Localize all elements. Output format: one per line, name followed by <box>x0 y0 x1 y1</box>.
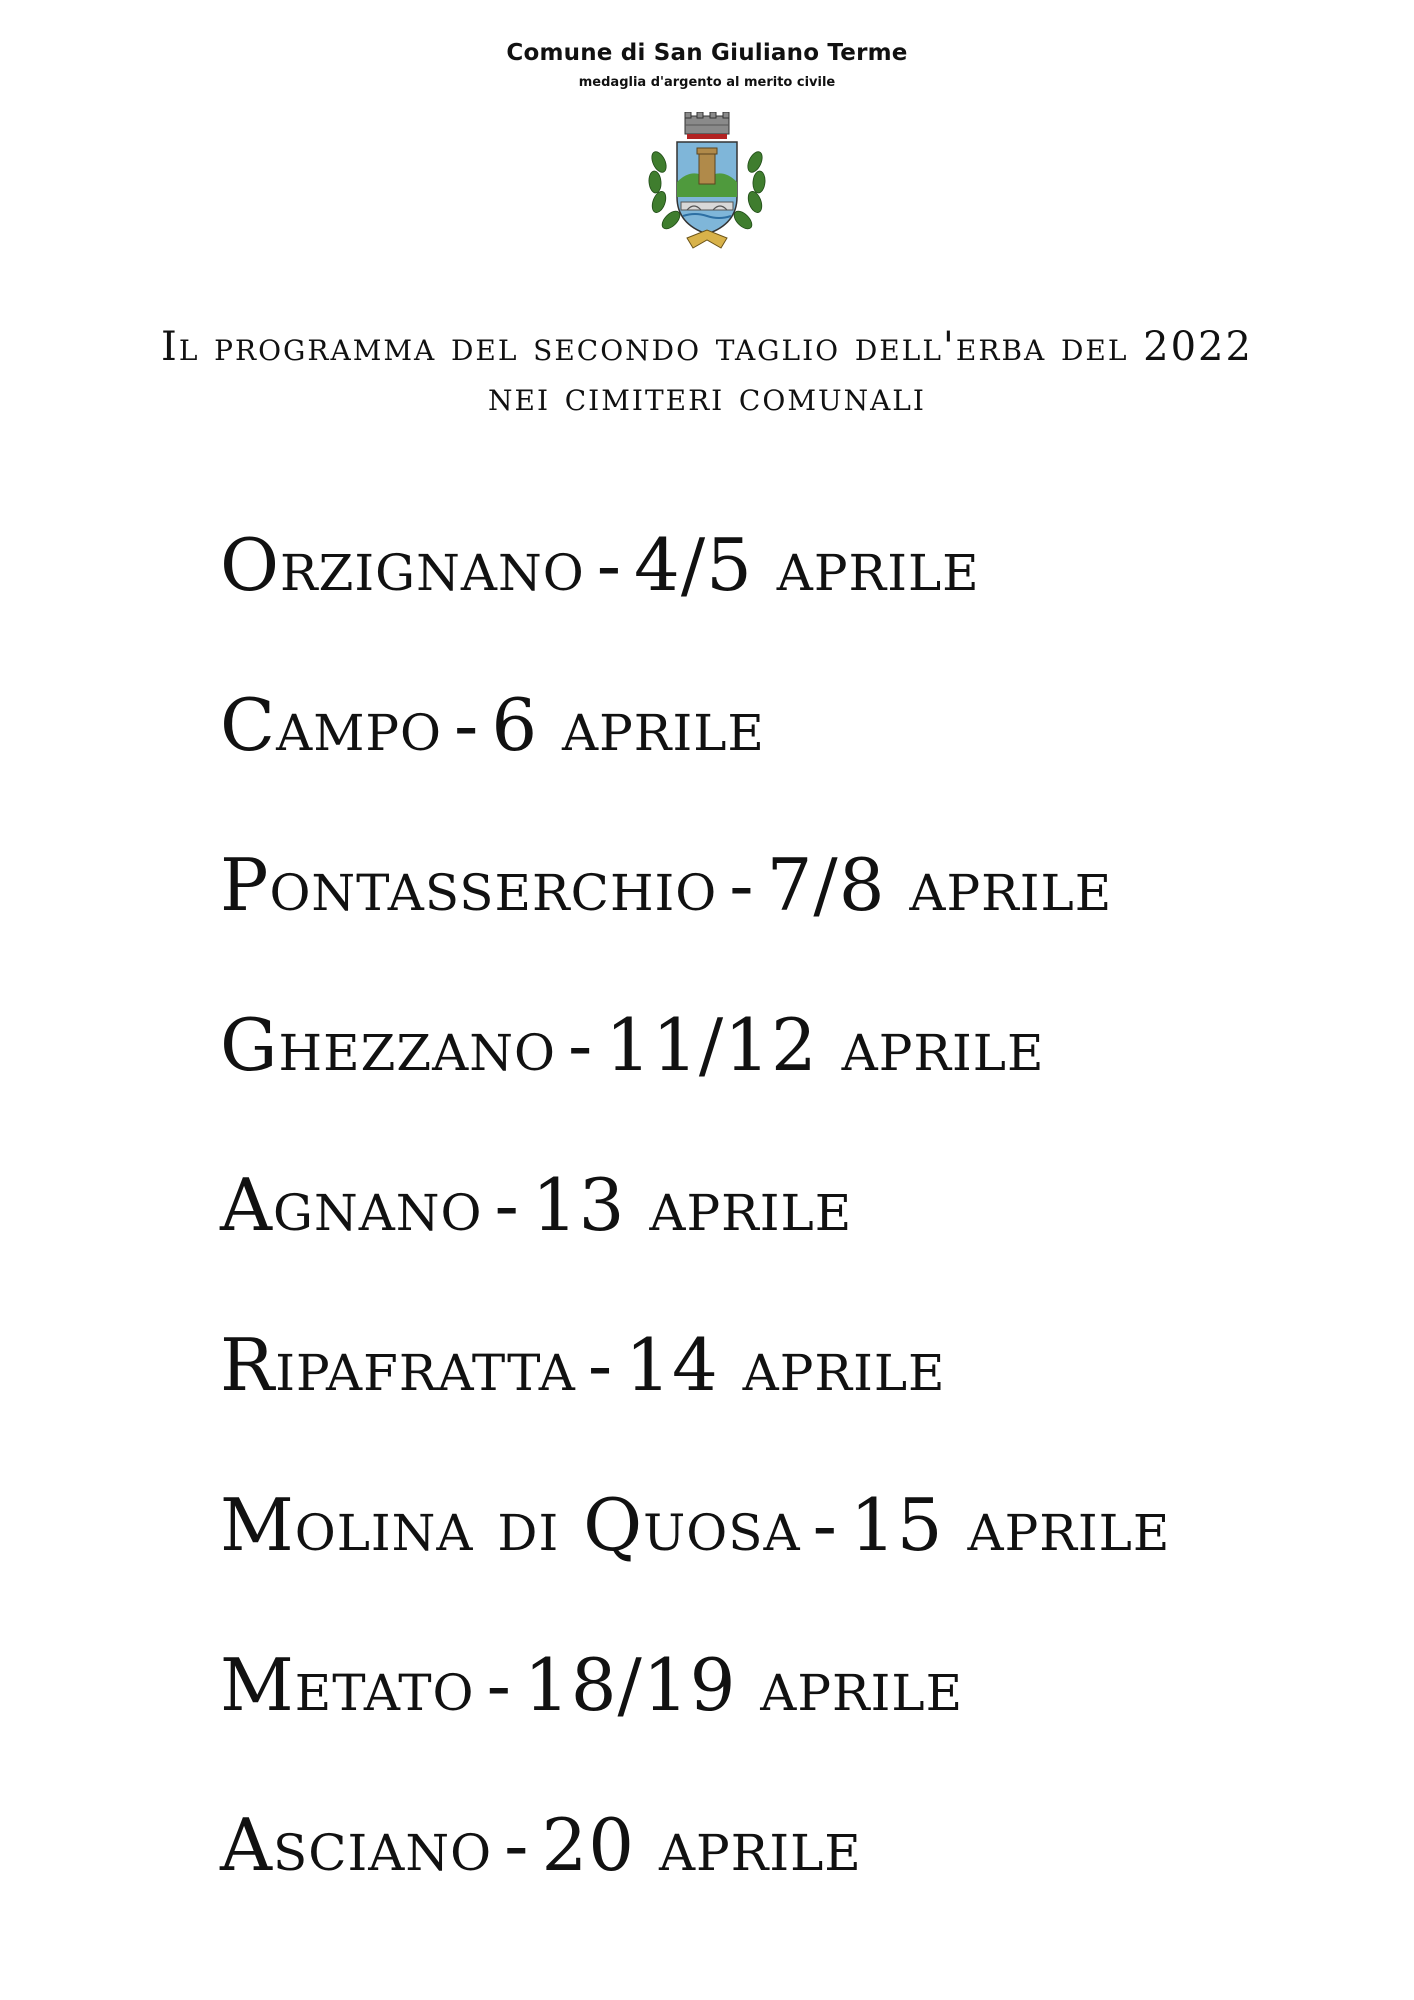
mowing-date: 11/12 aprile <box>605 1003 1045 1087</box>
schedule-item <box>220 1160 1370 1320</box>
separator: - <box>587 1323 614 1407</box>
mowing-date: 13 aprile <box>531 1163 853 1247</box>
crown-icon <box>685 112 729 139</box>
cemetery-name: Orzignano <box>220 523 585 607</box>
mowing-date: 14 aprile <box>625 1323 946 1407</box>
cemetery-name: Metato <box>220 1643 475 1727</box>
mowing-date: 6 aprile <box>491 683 765 767</box>
schedule-item <box>220 520 1370 680</box>
schedule-item <box>220 840 1370 1000</box>
mowing-date: 7/8 aprile <box>766 843 1113 927</box>
schedule-item <box>220 1000 1370 1160</box>
header <box>0 38 1414 94</box>
schedule-item <box>220 1640 1370 1800</box>
cemetery-name: Pontasserchio <box>220 843 718 927</box>
mowing-date: 15 aprile <box>850 1483 1171 1567</box>
municipality-name: Comune di San Giuliano Terme <box>506 40 908 66</box>
coat-of-arms-icon <box>647 112 767 252</box>
cemetery-name: Campo <box>220 683 443 767</box>
schedule-item <box>220 1480 1370 1640</box>
separator: - <box>494 1163 520 1247</box>
schedule-list <box>220 520 1370 1960</box>
page-title <box>0 322 1414 422</box>
mowing-date: 20 aprile <box>541 1803 862 1887</box>
separator: - <box>567 1003 594 1087</box>
cemetery-name: Ghezzano <box>220 1003 556 1087</box>
municipality-subtitle: medaglia d'argento al merito civile <box>578 75 836 90</box>
separator: - <box>729 843 755 927</box>
cemetery-name: Asciano <box>220 1803 493 1887</box>
separator: - <box>812 1483 838 1567</box>
title-line-1: Il programma del secondo taglio dell'erba del 2022 <box>161 324 1253 370</box>
shield-icon <box>677 142 737 234</box>
schedule-item <box>220 1320 1370 1480</box>
cemetery-name: Ripafratta <box>220 1323 576 1407</box>
mowing-date: 18/19 aprile <box>523 1643 964 1727</box>
separator: - <box>596 523 623 607</box>
schedule-item <box>220 1800 1370 1960</box>
separator: - <box>454 683 480 767</box>
mowing-date: 4/5 aprile <box>634 523 980 607</box>
separator: - <box>504 1803 530 1887</box>
title-line-2: nei cimiteri comunali <box>488 374 926 420</box>
ribbon-icon <box>687 230 727 248</box>
separator: - <box>486 1643 512 1727</box>
schedule-item <box>220 680 1370 840</box>
cemetery-name: Molina di Quosa <box>220 1483 801 1567</box>
cemetery-name: Agnano <box>220 1163 483 1247</box>
